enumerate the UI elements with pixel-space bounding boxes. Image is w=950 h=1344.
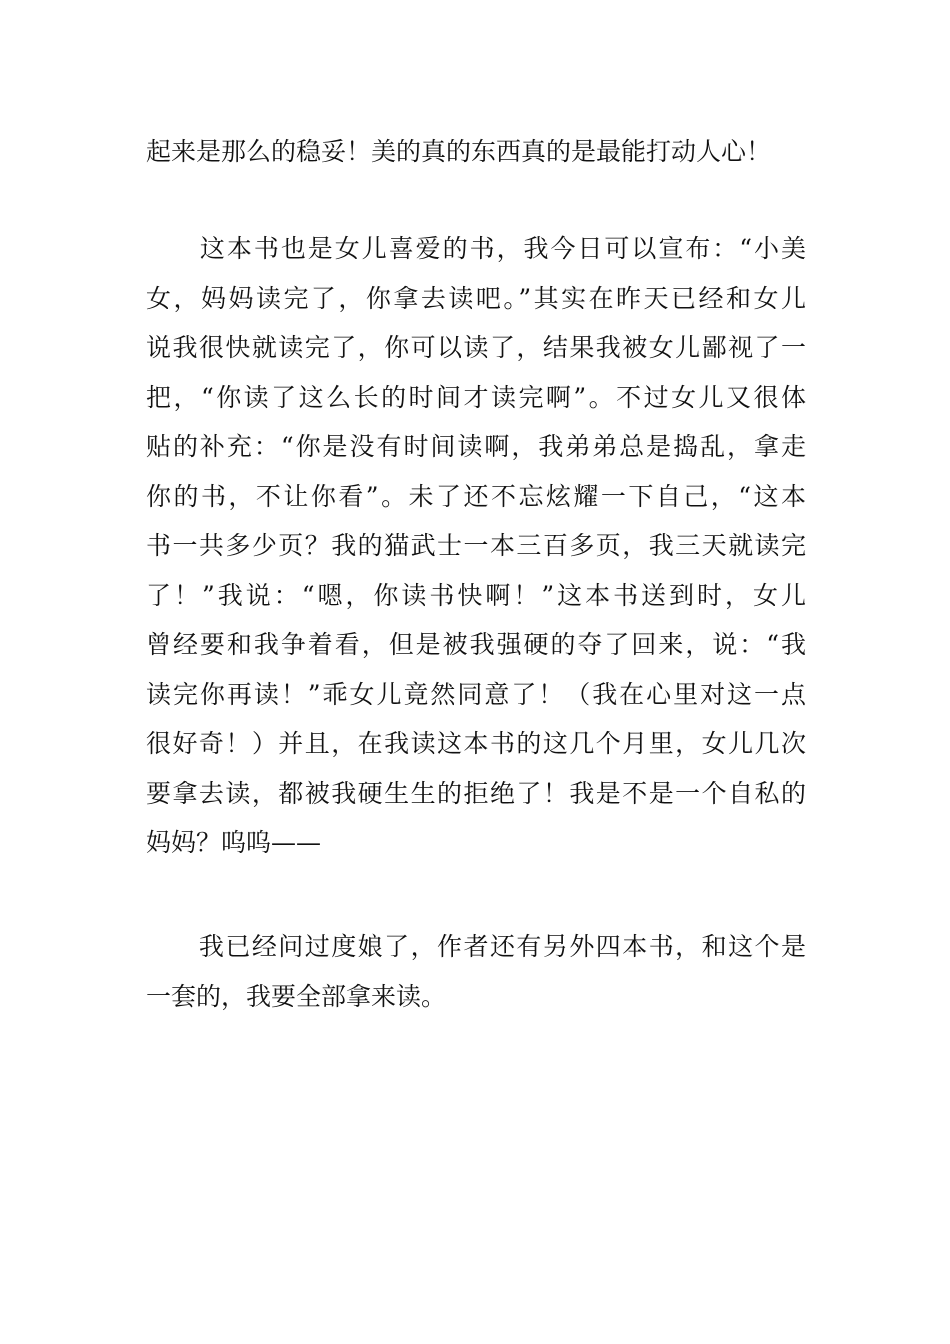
text-line: 一套的，我要全部拿来读。 (146, 981, 447, 1011)
text-line: 这本书也是女儿喜爱的书，我今日可以宣布：“小美 (146, 234, 806, 263)
text-line: 读完你再读！”乖女儿竟然同意了！（我在心里对这一点 (146, 679, 806, 709)
text-line: 我已经问过度娘了，作者还有另外四本书，和这个是 (146, 932, 806, 961)
text-line: 了！”我说：“嗯，你读书快啊！”这本书送到时，女儿 (146, 580, 806, 610)
text-line: 贴的补充：“你是没有时间读啊，我弟弟总是捣乱，拿走 (146, 432, 806, 461)
text-line: 把，“你读了这么长的时间才读完啊”。不过女儿又很体 (146, 382, 806, 412)
text-line: 曾经要和我争着看，但是被我强硬的夺了回来，说：“我 (146, 630, 806, 659)
text-line: 很好奇！）并且，在我读这本书的这几个月里，女儿几次 (146, 729, 806, 758)
text-line: 说我很快就读完了，你可以读了，结果我被女儿鄙视了一 (146, 333, 806, 362)
text-line: 你的书，不让你看”。未了还不忘炫耀一下自己，“这本 (146, 481, 806, 511)
text-line: 妈妈？呜呜—— (146, 828, 322, 857)
paragraph-3 (146, 922, 806, 1021)
text-line: 书一共多少页？我的猫武士一本三百多页，我三天就读完 (146, 531, 806, 560)
paragraph-1 (146, 127, 806, 177)
text-line: 起来是那么的稳妥！美的真的东西真的是最能打动人心！ (146, 137, 772, 166)
paragraph-2 (146, 224, 806, 868)
text-line: 要拿去读，都被我硬生生的拒绝了！我是不是一个自私的 (146, 778, 806, 808)
text-line: 女，妈妈读完了，你拿去读吧。”其实在昨天已经和女儿 (146, 283, 806, 313)
